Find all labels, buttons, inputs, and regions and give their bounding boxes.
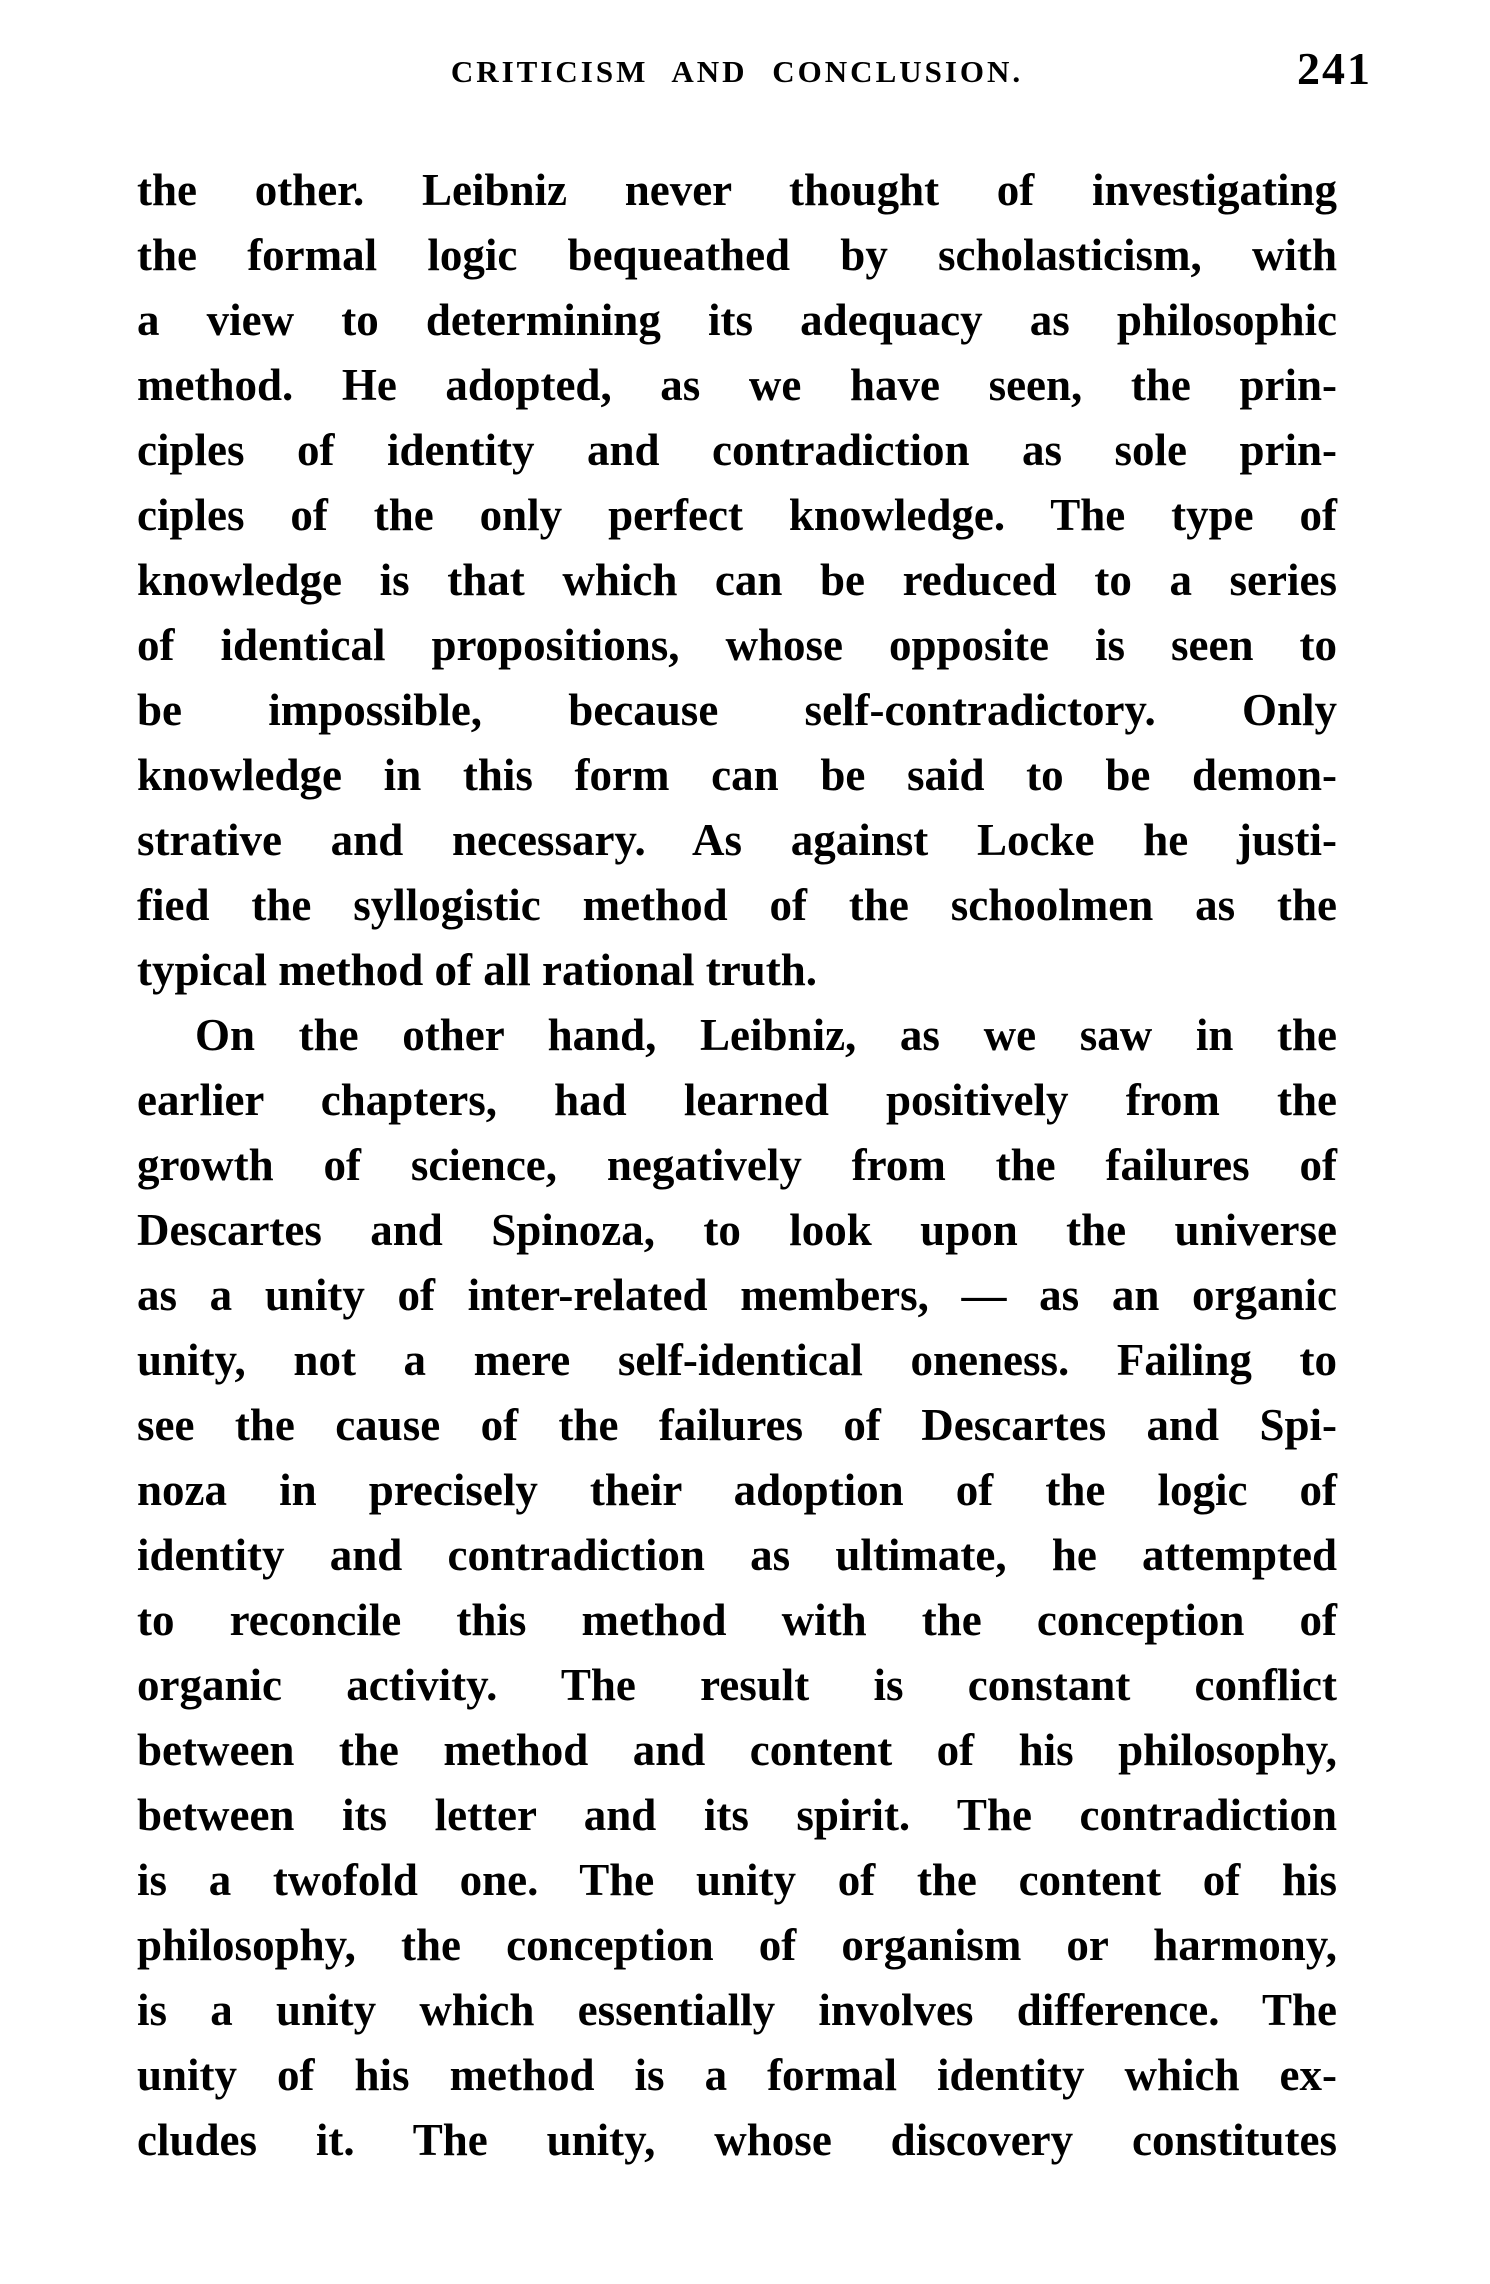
text-line: knowledge in this form can be said to be demon- <box>137 750 1337 800</box>
text-line: strative and necessary. As against Locke he justi- <box>137 815 1337 865</box>
text-line: a view to determining its adequacy as philosophic <box>137 295 1337 345</box>
text-line: of identical propositions, whose opposite is seen to <box>137 620 1337 670</box>
text-line: the other. Leibniz never thought of investigating <box>137 165 1337 215</box>
text-line: cludes it. The unity, whose discovery constitutes <box>137 2115 1337 2165</box>
text-line: to reconcile this method with the conception of <box>137 1595 1337 1645</box>
body-text <box>137 158 1337 2173</box>
text-line: unity of his method is a formal identity which ex- <box>137 2050 1337 2100</box>
text-line: On the other hand, Leibniz, as we saw in the <box>195 1010 1337 1060</box>
text-line: philosophy, the conception of organism or harmony, <box>137 1920 1337 1970</box>
text-line: organic activity. The result is constant conflict <box>137 1660 1337 1710</box>
text-line: fied the syllogistic method of the schoolmen as the <box>137 880 1337 930</box>
text-line: typical method of all rational truth. <box>137 945 817 995</box>
text-line: between its letter and its spirit. The contradiction <box>137 1790 1337 1840</box>
text-line: as a unity of inter-related members, — as an organic <box>137 1270 1337 1320</box>
text-line: knowledge is that which can be reduced to a series <box>137 555 1337 605</box>
text-line: ciples of the only perfect knowledge. The type of <box>137 490 1337 540</box>
text-line: is a unity which essentially involves difference. The <box>137 1985 1337 2035</box>
page-number: 241 <box>1297 43 1372 94</box>
text-line: unity, not a mere self-identical oneness. Failing to <box>137 1335 1337 1385</box>
text-line: noza in precisely their adoption of the logic of <box>137 1465 1337 1515</box>
text-line: be impossible, because self-contradictory. Only <box>137 685 1337 735</box>
text-line: the formal logic bequeathed by scholasticism, with <box>137 230 1337 280</box>
text-line: identity and contradiction as ultimate, he attempted <box>137 1530 1337 1580</box>
text-line: ciples of identity and contradiction as sole prin- <box>137 425 1337 475</box>
text-line: see the cause of the failures of Descartes and Spi- <box>137 1400 1337 1450</box>
text-line: between the method and content of his philosophy, <box>137 1725 1337 1775</box>
text-line: growth of science, negatively from the failures of <box>137 1140 1337 1190</box>
text-line: Descartes and Spinoza, to look upon the universe <box>137 1205 1337 1255</box>
text-line: is a twofold one. The unity of the content of his <box>137 1855 1337 1905</box>
text-line: method. He adopted, as we have seen, the prin- <box>137 360 1337 410</box>
running-header: CRITICISM AND CONCLUSION. <box>450 54 1024 89</box>
text-line: earlier chapters, had learned positively from the <box>137 1075 1337 1125</box>
